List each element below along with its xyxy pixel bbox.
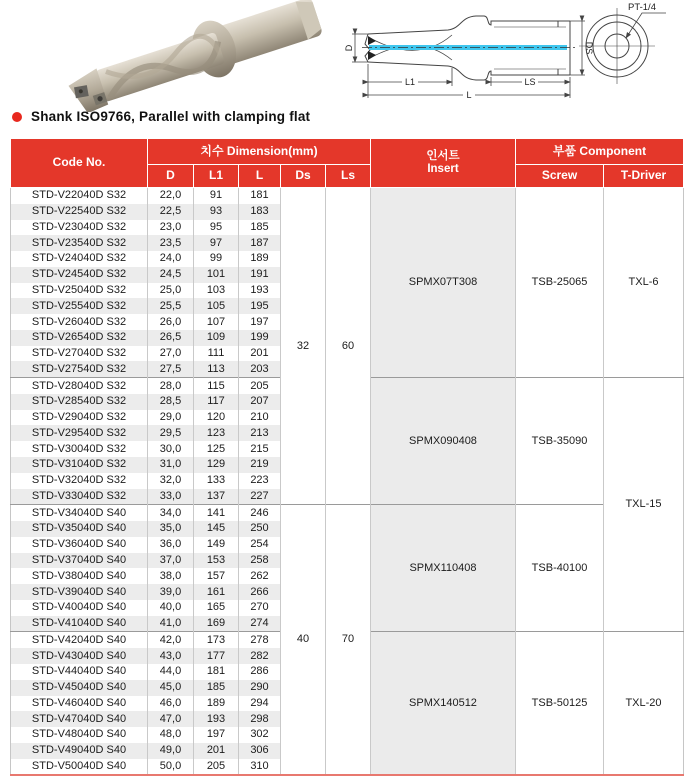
cell-l: 205 <box>239 378 281 394</box>
spec-table-header <box>11 139 684 188</box>
cell-l1: 201 <box>194 743 239 759</box>
col-header-dimension: 치수 Dimension(mm) <box>148 139 371 165</box>
dim-label-d: D <box>344 44 354 52</box>
col-header-code: Code No. <box>11 139 148 188</box>
cell-d: 45,0 <box>148 680 194 696</box>
cell-l: 302 <box>239 727 281 743</box>
cell-code: STD-V26040D S32 <box>31 315 127 328</box>
cell-l: 258 <box>239 553 281 569</box>
cell-l1: 153 <box>194 553 239 569</box>
end-view <box>579 8 666 84</box>
cell-l: 215 <box>239 441 281 457</box>
col-header-component: 부품 Component <box>516 139 684 165</box>
section-title-row <box>12 109 310 124</box>
cell-l1: 95 <box>194 220 239 236</box>
cell-screw: TSB-25065 <box>516 188 604 378</box>
col-header-insert <box>371 139 516 188</box>
cell-l: 191 <box>239 267 281 283</box>
cell-d: 26,0 <box>148 314 194 330</box>
cell-code: STD-V29540D S32 <box>11 425 148 441</box>
col-header-insert-kr: 인서트 <box>426 149 460 162</box>
cell-insert: SPMX110408 <box>371 505 516 632</box>
cell-code: STD-V46040D S40 <box>31 696 127 709</box>
cell-d: 33,0 <box>148 489 194 505</box>
cell-l1: 123 <box>194 425 239 441</box>
cell-l1: 185 <box>194 680 239 696</box>
cell-code: STD-V50040D S40 <box>31 759 127 772</box>
cell-l1: 99 <box>194 251 239 267</box>
cell-screw: TSB-50125 <box>516 632 604 775</box>
bullet-icon <box>12 112 22 122</box>
drill-body-photo <box>63 0 326 112</box>
dim-label-ls: LS <box>524 77 536 87</box>
cell-d: 44,0 <box>148 664 194 680</box>
cell-code: STD-V32040D S32 <box>31 474 127 487</box>
cell-l1: 141 <box>194 505 239 521</box>
cell-l1: 111 <box>194 346 239 362</box>
cell-d: 25,5 <box>148 298 194 314</box>
cell-l: 223 <box>239 473 281 489</box>
cell-l: 294 <box>239 696 281 712</box>
tip-insert <box>368 36 376 45</box>
cell-insert: SPMX140512 <box>371 632 516 775</box>
cell-l1: 197 <box>194 727 239 743</box>
cell-code: STD-V23540D S32 <box>11 235 148 251</box>
cell-d: 23,5 <box>148 235 194 251</box>
cell-l: 197 <box>239 314 281 330</box>
cell-d: 36,0 <box>148 537 194 553</box>
cell-code: STD-V34040D S40 <box>11 505 148 521</box>
dim-label-ds: DS <box>584 41 594 55</box>
cell-l1: 105 <box>194 298 239 314</box>
cell-d: 49,0 <box>148 743 194 759</box>
cell-l: 183 <box>239 204 281 220</box>
cell-d: 22,5 <box>148 204 194 220</box>
cell-l1: 109 <box>194 330 239 346</box>
cell-d: 24,0 <box>148 251 194 267</box>
cell-l1: 117 <box>194 394 239 410</box>
col-header-insert-en: Insert <box>427 163 459 175</box>
product-photo <box>46 0 340 112</box>
cell-d: 37,0 <box>148 553 194 569</box>
cell-code: STD-V41040D S40 <box>11 616 148 632</box>
cell-code: STD-V36040D S40 <box>31 538 127 551</box>
cell-l: 185 <box>239 220 281 236</box>
cell-code: STD-V44040D S40 <box>31 665 127 678</box>
cell-l: 250 <box>239 521 281 537</box>
cell-l1: 149 <box>194 537 239 553</box>
cell-screw: TSB-35090 <box>516 378 604 505</box>
cell-code: STD-V43040D S40 <box>11 648 148 664</box>
cell-l: 210 <box>239 410 281 426</box>
cell-d: 41,0 <box>148 616 194 632</box>
cell-d: 29,5 <box>148 425 194 441</box>
cell-d: 22,0 <box>148 188 194 204</box>
technical-drawing <box>336 0 690 102</box>
cell-l1: 93 <box>194 204 239 220</box>
cell-l: 306 <box>239 743 281 759</box>
cell-code: STD-V37040D S40 <box>11 553 148 569</box>
cell-d: 43,0 <box>148 648 194 664</box>
cell-d: 27,5 <box>148 361 194 377</box>
cell-code: STD-V28040D S32 <box>11 378 148 394</box>
cell-l1: 137 <box>194 489 239 505</box>
cell-ls: 60 <box>326 188 371 505</box>
cell-l: 219 <box>239 457 281 473</box>
cell-l: 207 <box>239 394 281 410</box>
cell-d: 31,0 <box>148 457 194 473</box>
cell-code: STD-V49040D S40 <box>11 743 148 759</box>
cell-l1: 173 <box>194 632 239 648</box>
cell-code: STD-V42040D S40 <box>11 632 148 648</box>
cell-code: STD-V31040D S32 <box>11 457 148 473</box>
cell-l: 254 <box>239 537 281 553</box>
cell-d: 47,0 <box>148 711 194 727</box>
cell-code: STD-V27540D S32 <box>11 361 148 377</box>
cell-l: 213 <box>239 425 281 441</box>
cell-code: STD-V25540D S32 <box>11 298 148 314</box>
cell-l: 266 <box>239 584 281 600</box>
cell-l: 201 <box>239 346 281 362</box>
cell-l1: 120 <box>194 410 239 426</box>
cell-code: STD-V35040D S40 <box>11 521 148 537</box>
cell-l: 274 <box>239 616 281 632</box>
cell-l1: 193 <box>194 711 239 727</box>
cell-code: STD-V30040D S32 <box>31 442 127 455</box>
cell-l1: 165 <box>194 600 239 616</box>
cell-d: 42,0 <box>148 632 194 648</box>
cell-tdriver: TXL-20 <box>604 632 684 775</box>
cell-l1: 107 <box>194 314 239 330</box>
cell-code: STD-V26540D S32 <box>11 330 148 346</box>
cell-l: 203 <box>239 361 281 377</box>
cell-screw: TSB-40100 <box>516 505 604 632</box>
cell-d: 50,0 <box>148 759 194 776</box>
cell-l: 181 <box>239 188 281 204</box>
col-header-screw: Screw <box>516 165 604 188</box>
cell-d: 28,0 <box>148 378 194 394</box>
drill-top-outline <box>368 16 570 34</box>
cell-d: 32,0 <box>148 473 194 489</box>
tip-insert <box>368 51 376 60</box>
col-header-tdriver: T-Driver <box>604 165 684 188</box>
cell-tdriver: TXL-15 <box>604 378 684 632</box>
cell-l: 282 <box>239 648 281 664</box>
cell-l: 278 <box>239 632 281 648</box>
cell-d: 35,0 <box>148 521 194 537</box>
cell-tdriver: TXL-6 <box>604 188 684 378</box>
cell-code: STD-V38040D S40 <box>31 569 127 582</box>
table-row <box>11 505 684 521</box>
cell-l: 262 <box>239 568 281 584</box>
cell-l: 199 <box>239 330 281 346</box>
cell-l: 227 <box>239 489 281 505</box>
cell-code: STD-V48040D S40 <box>31 728 127 741</box>
cell-code: STD-V39040D S40 <box>11 584 148 600</box>
cell-l1: 205 <box>194 759 239 776</box>
ds-ext-lines <box>570 21 585 75</box>
cell-l1: 161 <box>194 584 239 600</box>
pt-label: PT-1/4 <box>628 2 656 13</box>
cell-l1: 97 <box>194 235 239 251</box>
cell-l1: 133 <box>194 473 239 489</box>
cell-l: 290 <box>239 680 281 696</box>
cell-l1: 91 <box>194 188 239 204</box>
cell-d: 34,0 <box>148 505 194 521</box>
cell-l1: 177 <box>194 648 239 664</box>
cell-code: STD-V23040D S32 <box>31 220 127 233</box>
col-header-ls: Ls <box>326 165 371 188</box>
cell-l1: 145 <box>194 521 239 537</box>
cell-d: 24,5 <box>148 267 194 283</box>
cell-l1: 157 <box>194 568 239 584</box>
cell-l1: 115 <box>194 378 239 394</box>
cell-l: 270 <box>239 600 281 616</box>
cell-ds: 40 <box>281 505 326 776</box>
dim-label-l1: L1 <box>404 77 416 87</box>
cell-l1: 113 <box>194 361 239 377</box>
cell-d: 25,0 <box>148 283 194 299</box>
cell-insert: SPMX090408 <box>371 378 516 505</box>
cell-l1: 169 <box>194 616 239 632</box>
cell-d: 48,0 <box>148 727 194 743</box>
cell-insert: SPMX07T308 <box>371 188 516 378</box>
cell-code: STD-V27040D S32 <box>31 347 127 360</box>
cell-d: 23,0 <box>148 220 194 236</box>
cell-l: 310 <box>239 759 281 776</box>
cell-d: 30,0 <box>148 441 194 457</box>
spec-table-body <box>11 188 684 776</box>
cell-code: STD-V22540D S32 <box>11 204 148 220</box>
cell-code: STD-V28540D S32 <box>11 394 148 410</box>
cell-d: 38,0 <box>148 568 194 584</box>
cell-d: 29,0 <box>148 410 194 426</box>
section-title: Shank ISO9766, Parallel with clamping flat <box>31 109 311 124</box>
dim-label-l: L <box>466 90 472 100</box>
cell-l: 286 <box>239 664 281 680</box>
cell-code: STD-V47040D S40 <box>11 711 148 727</box>
cell-l1: 101 <box>194 267 239 283</box>
cell-d: 26,5 <box>148 330 194 346</box>
table-row <box>11 188 684 204</box>
cell-code: STD-V25040D S32 <box>31 283 127 296</box>
cell-d: 46,0 <box>148 696 194 712</box>
cell-l: 193 <box>239 283 281 299</box>
cell-d: 40,0 <box>148 600 194 616</box>
cell-l: 246 <box>239 505 281 521</box>
col-header-d: D <box>148 165 194 188</box>
cell-l: 189 <box>239 251 281 267</box>
cell-d: 39,0 <box>148 584 194 600</box>
cell-code: STD-V45040D S40 <box>11 680 148 696</box>
cell-l1: 181 <box>194 664 239 680</box>
cell-code: STD-V40040D S40 <box>31 601 127 614</box>
cell-l1: 189 <box>194 696 239 712</box>
col-header-l: L <box>239 165 281 188</box>
cell-l1: 129 <box>194 457 239 473</box>
spec-table <box>10 138 684 776</box>
cell-code: STD-V33040D S32 <box>11 489 148 505</box>
cell-l1: 125 <box>194 441 239 457</box>
drill-bottom-outline <box>368 62 570 80</box>
cell-d: 28,5 <box>148 394 194 410</box>
cell-d: 27,0 <box>148 346 194 362</box>
cell-l: 298 <box>239 711 281 727</box>
col-header-l1: L1 <box>194 165 239 188</box>
cell-ls: 70 <box>326 505 371 776</box>
cell-l: 187 <box>239 235 281 251</box>
cell-code: STD-V24540D S32 <box>11 267 148 283</box>
cell-code: STD-V24040D S32 <box>31 252 127 265</box>
cell-code: STD-V22040D S32 <box>31 189 127 202</box>
cell-l: 195 <box>239 298 281 314</box>
col-header-ds: Ds <box>281 165 326 188</box>
cell-code: STD-V29040D S32 <box>31 411 127 424</box>
cell-ds: 32 <box>281 188 326 505</box>
cell-l1: 103 <box>194 283 239 299</box>
